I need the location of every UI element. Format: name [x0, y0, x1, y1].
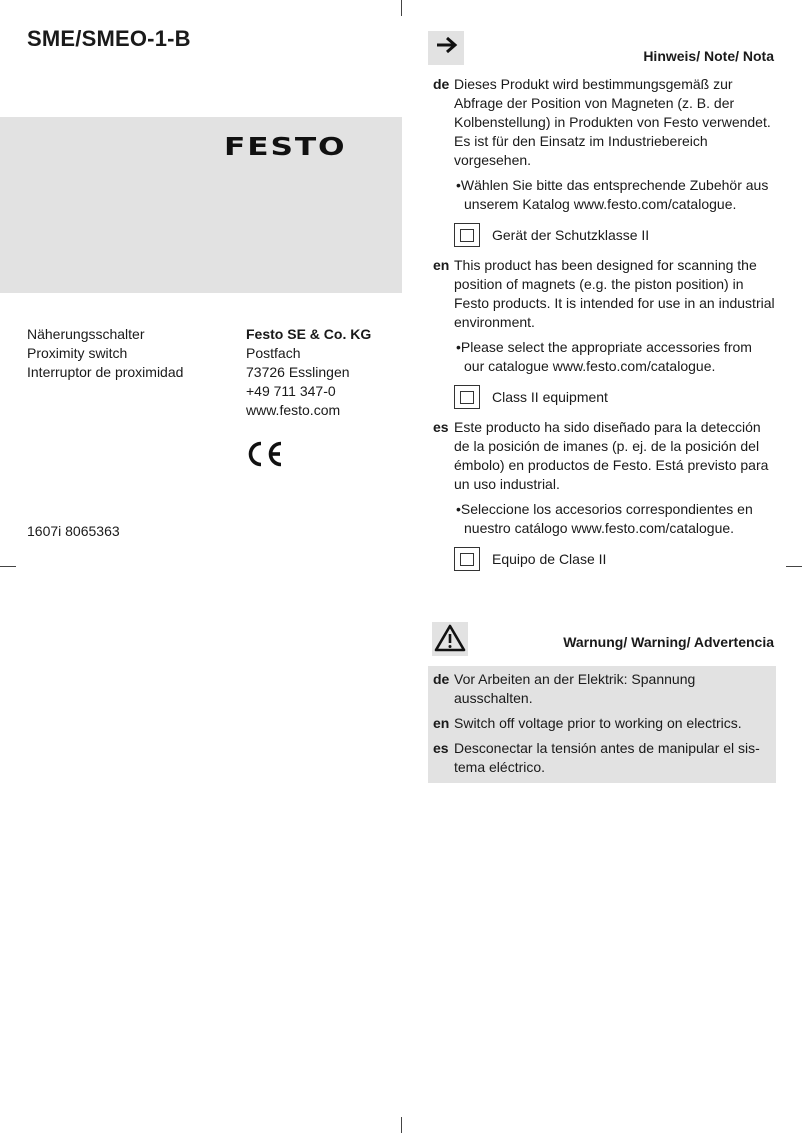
product-name-de: Näherungsschalter: [27, 326, 145, 342]
note-text: Este producto ha sido diseñado para la detección de la posición de imanes (p. ej. de la posición del émbolo) en productos de Festo. Está previsto para un uso industrial.: [454, 419, 769, 492]
safety-class-row: [454, 220, 776, 250]
phone-number: +49 711 347-0: [246, 383, 336, 399]
note-header: [428, 31, 776, 67]
warning-block-en: [428, 714, 776, 733]
note-heading: Hinweis/ Note/ Nota: [643, 48, 774, 64]
lang-code: es: [433, 740, 449, 756]
safety-class-row: [454, 544, 776, 574]
note-text: Dieses Produkt wird bestimmungsgemäß zur Abfrage der Position von Magneten (z. B. der Kolbenstellung) in Produkten von Festo verwendet. Es ist für den Einsatz im Industriebereich vorgesehen.: [454, 76, 771, 168]
crop-mark-right: [786, 566, 802, 567]
safety-class-label: Class II equipment: [492, 388, 608, 405]
festo-logo: FESTO: [224, 132, 347, 161]
safety-class-label: Equipo de Clase II: [492, 550, 607, 567]
warning-block-es: [428, 739, 776, 777]
lang-code: en: [433, 257, 450, 273]
protection-class-ii-icon: [454, 223, 480, 247]
warning-text: Switch off voltage prior to working on electrics.: [454, 715, 742, 731]
note-block-en: [428, 256, 776, 412]
crop-mark-bottom: [401, 1117, 402, 1133]
warning-text: Desconectar la tensión antes de manipular el sistema eléctrico.: [454, 740, 760, 775]
protection-class-ii-icon: [454, 547, 480, 571]
page-title: SME/SMEO-1-B: [27, 26, 191, 51]
website-link[interactable]: www.festo.com: [246, 402, 341, 418]
manufacturer-address: [246, 325, 371, 420]
safety-class-row: [454, 382, 776, 412]
lang-code: de: [433, 76, 450, 92]
warning-body: [428, 666, 776, 783]
note-block-es: [428, 418, 776, 574]
note-text: This product has been designed for scanning the position of magnets (e.g. the piston position) in Festo products. It is intended for use in an industrial environment.: [454, 257, 775, 330]
company-name: Festo SE & Co. KG: [246, 326, 372, 342]
warning-section: [428, 622, 776, 783]
crop-mark-top: [401, 0, 402, 16]
note-bullet: •Seleccione los accesorios correspondientes en nuestro catálogo www.festo.com/catalogue.: [456, 501, 753, 536]
document-number: 1607i 8065363: [27, 523, 120, 539]
lang-code: en: [433, 715, 450, 731]
lang-code: de: [433, 671, 450, 687]
safety-class-label: Gerät der Schutzklasse II: [492, 226, 650, 243]
protection-class-ii-icon: [454, 385, 480, 409]
warning-heading: Warnung/ Warning/ Advertencia: [563, 634, 774, 650]
product-name-en: Proximity switch: [27, 345, 128, 361]
note-block-de: [428, 75, 776, 250]
warning-text: Vor Arbeiten an der Elektrik: Spannung ausschalten.: [454, 671, 696, 706]
crop-mark-left: [0, 566, 16, 567]
warning-header: [428, 622, 776, 658]
address-line: 73726 Esslingen: [246, 364, 350, 380]
arrow-right-icon: [428, 31, 464, 65]
note-bullet: •Wählen Sie bitte das entsprechende Zubehör aus unserem Katalog www.festo.com/catalogue.: [456, 177, 769, 212]
address-line: Postfach: [246, 345, 301, 361]
note-bullet: •Please select the appropriate accessories from our catalogue www.festo.com/catalogue.: [456, 339, 752, 374]
note-section: [428, 31, 776, 580]
ce-mark-icon: [246, 440, 284, 468]
product-name-es: Interruptor de proximidad: [27, 364, 184, 380]
warning-block-de: [428, 670, 776, 708]
lang-code: es: [433, 419, 449, 435]
product-names: [27, 325, 183, 382]
warning-triangle-icon: [432, 622, 468, 656]
